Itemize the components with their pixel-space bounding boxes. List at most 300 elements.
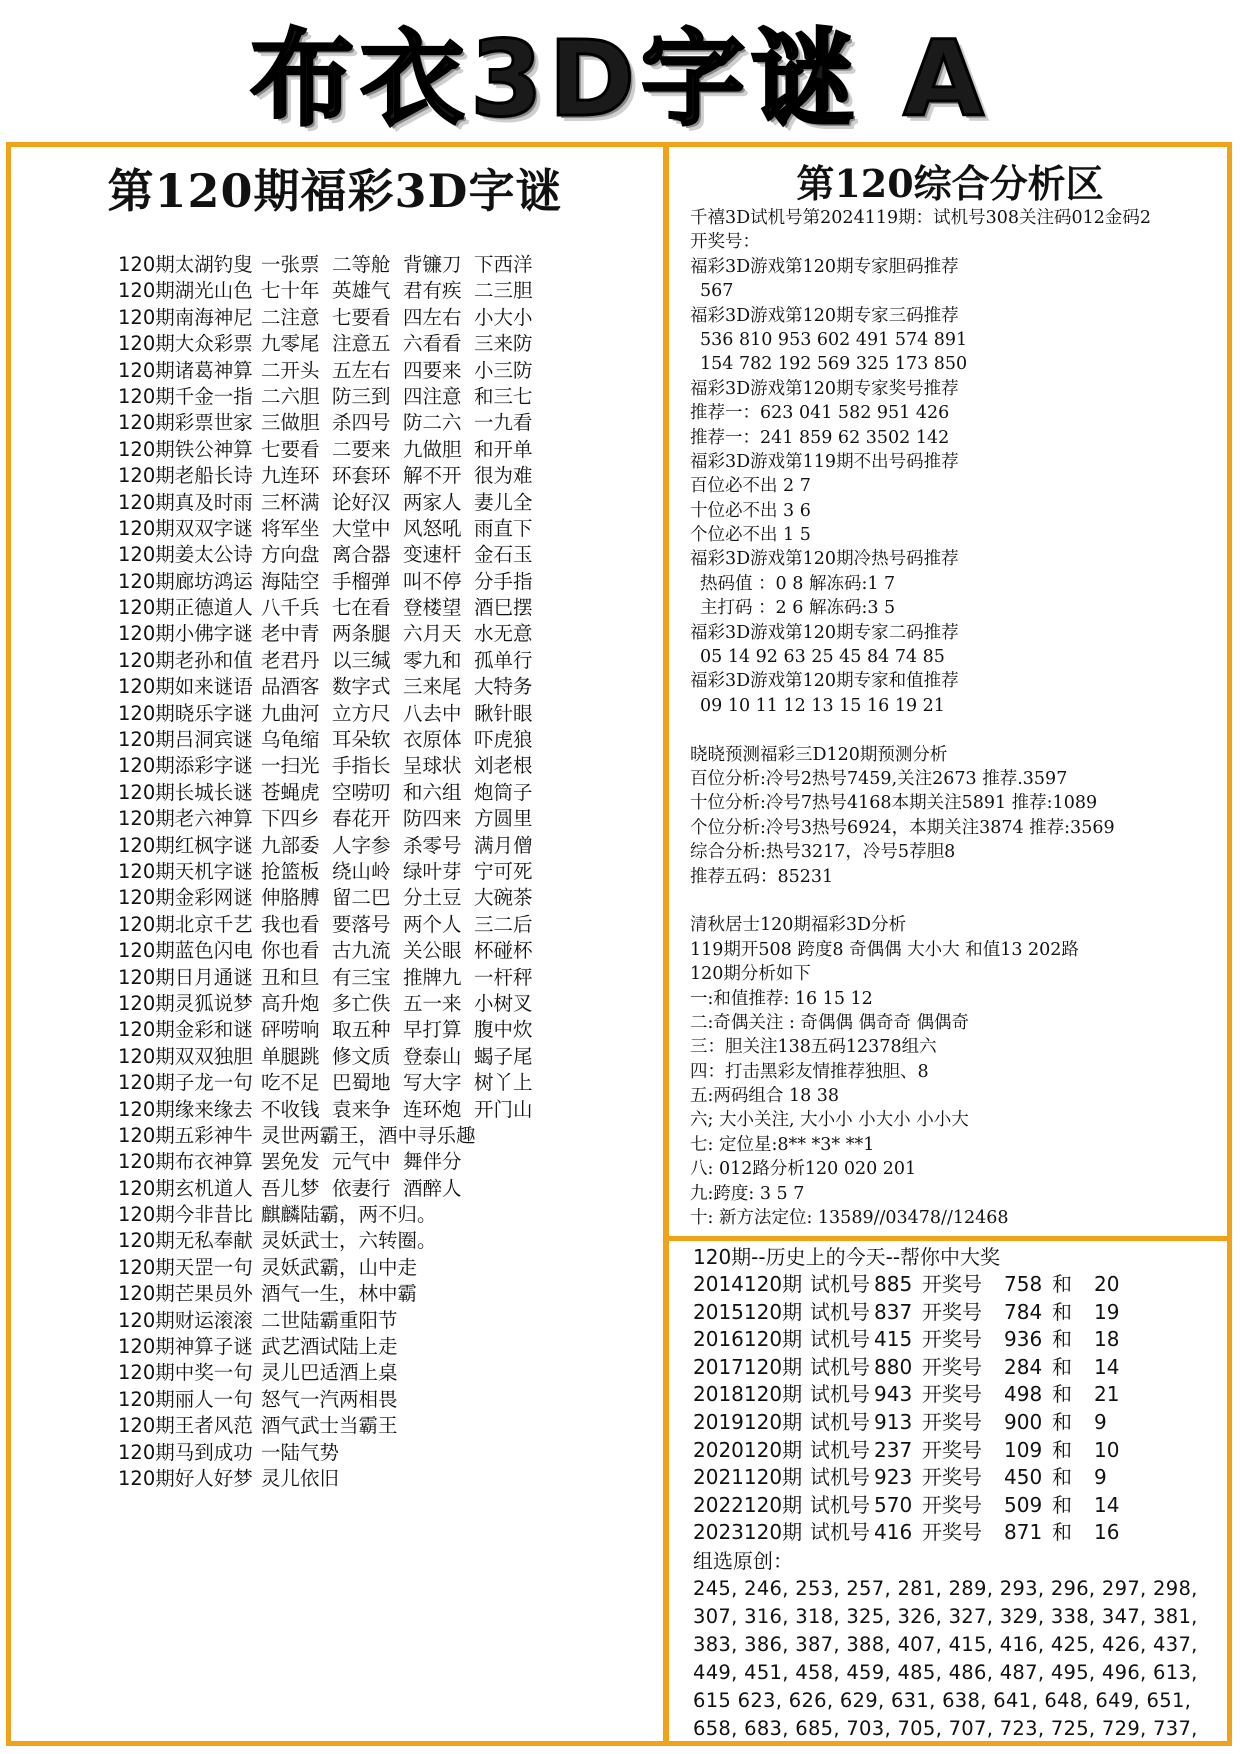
riddle-period: 120期王者风范	[118, 1414, 253, 1438]
analysis-line: 十位分析:冷号7热号4168本期关注5891 推荐:1089	[690, 793, 1098, 814]
riddle-period: 120期太湖钓叟	[118, 253, 253, 276]
riddle-answer: 三做胆	[261, 411, 320, 435]
riddle-period: 120期北京千艺	[118, 912, 253, 936]
analysis-line: 福彩3D游戏第120期冷热号码推荐	[690, 549, 959, 570]
history-title: 120期--历史上的今天--帮你中大奖	[693, 1245, 1001, 1269]
riddle-row	[118, 490, 658, 516]
riddle-answer: 方圆里	[474, 807, 533, 831]
analysis-line: 千禧3D试机号第2024119期：试机号308关注码012金码2	[690, 208, 1152, 228]
riddle-row	[118, 1334, 658, 1360]
analysis-line: 九:跨度: 3 5 7	[690, 1183, 805, 1204]
riddle-answer: 灵儿巴适酒上桌	[261, 1361, 398, 1385]
riddle-period: 120期芒果员外	[118, 1282, 253, 1306]
riddle-period: 120期缘来缘去	[118, 1097, 253, 1121]
analysis-line: 154 782 192 569 325 173 850	[700, 354, 968, 375]
riddle-answer: 二要来	[332, 437, 391, 461]
history-row	[693, 1437, 1228, 1465]
draw-number: 450	[1004, 1465, 1043, 1490]
riddle-answer: 大堂中	[332, 516, 391, 540]
riddle-answer: 老君丹	[261, 648, 320, 672]
combo-line: 615 623, 626, 629, 631, 638, 641, 648, 649, 651,	[693, 1688, 1192, 1712]
riddle-period: 120期天罡一句	[118, 1255, 253, 1279]
riddle-row	[118, 278, 658, 304]
riddle-row	[118, 1308, 658, 1334]
riddle-row	[118, 621, 658, 647]
riddle-answer: 酒气武士当霸王	[261, 1414, 398, 1438]
riddle-answer: 苍蝇虎	[261, 780, 320, 804]
riddle-period: 120期老六神算	[118, 807, 253, 831]
riddle-period: 120期今非昔比	[118, 1203, 253, 1227]
riddle-period: 120期如来谜语	[118, 675, 253, 699]
riddle-answer: 防三到	[332, 384, 391, 408]
riddle-period: 120期灵狐说梦	[118, 991, 253, 1015]
riddle-answer: 酒醉人	[403, 1176, 462, 1200]
combo-line: 658, 683, 685, 703, 705, 707, 723, 725, 729, 737,	[693, 1716, 1198, 1740]
draw-label: 开奖号	[922, 1465, 982, 1490]
riddle-row	[118, 1387, 658, 1413]
riddle-answer: 背镰刀	[403, 253, 462, 276]
riddle-answer: 小树叉	[474, 991, 533, 1015]
riddle-period: 120期南海神尼	[118, 305, 253, 329]
riddle-answer: 二等舱	[332, 253, 391, 276]
riddle-row	[118, 331, 658, 357]
riddle-row	[118, 991, 658, 1017]
riddle-period: 120期双双字谜	[118, 516, 253, 540]
sum-value: 14	[1094, 1492, 1120, 1517]
riddle-row	[118, 1070, 658, 1096]
riddle-answer: 四要来	[403, 358, 462, 382]
analysis-line: 119期开508 跨度8 奇偶偶 大小大 和值13 202路	[690, 939, 1079, 960]
analysis-line: 二:奇偶关注 : 奇偶偶 偶奇奇 偶偶奇	[690, 1012, 970, 1033]
draw-number: 758	[1004, 1272, 1043, 1296]
analysis-list	[690, 206, 1225, 1230]
riddle-answer: 腹中炊	[474, 1018, 533, 1042]
section-divider	[666, 1236, 1232, 1241]
sum-value: 14	[1094, 1354, 1120, 1379]
riddle-row	[118, 833, 658, 859]
riddle-answer: 一陆气势	[261, 1440, 340, 1464]
test-label: 试机号	[810, 1409, 870, 1434]
riddle-period: 120期丽人一句	[118, 1387, 253, 1411]
riddle-section-title: 第120期福彩3D字谜	[107, 164, 563, 218]
riddle-answer: 立方尺	[332, 701, 391, 725]
riddle-answer: 英雄气	[332, 279, 391, 303]
riddle-answer: 解不开	[403, 464, 462, 488]
draw-number: 109	[1004, 1437, 1043, 1462]
history-period: 2017120期	[693, 1354, 803, 1379]
riddle-answer: 二开头	[261, 358, 320, 382]
riddle-answer: 一张票	[261, 253, 320, 276]
draw-label: 开奖号	[922, 1327, 982, 1352]
riddle-answer: 二六胆	[261, 384, 320, 408]
riddle-answer: 树丫上	[474, 1071, 533, 1095]
riddle-answer: 论好汉	[332, 490, 391, 514]
riddle-answer: 离合器	[332, 543, 391, 567]
riddle-row	[118, 1017, 658, 1043]
riddle-answer: 将军坐	[261, 516, 320, 540]
analysis-line: 福彩3D游戏第120期专家胆码推荐	[690, 256, 959, 277]
analysis-line: 八: 012路分析120 020 201	[690, 1159, 917, 1180]
analysis-line: 百位必不出 2 7	[690, 476, 811, 497]
riddle-answer: 修文质	[332, 1044, 391, 1068]
riddle-answer: 古九流	[332, 939, 391, 963]
riddle-answer: 伸胳膊	[261, 886, 320, 910]
history-row	[693, 1271, 1228, 1299]
riddle-answer: 满月僧	[474, 833, 533, 857]
riddle-answer: 人字参	[332, 833, 391, 857]
history-section	[693, 1244, 1228, 1743]
riddle-answer: 两家人	[403, 490, 462, 514]
riddle-row	[118, 1149, 658, 1175]
history-period: 2014120期	[693, 1272, 803, 1296]
history-period: 2015120期	[693, 1299, 803, 1324]
riddle-row	[118, 569, 658, 595]
riddle-row	[118, 885, 658, 911]
draw-label: 开奖号	[922, 1409, 982, 1434]
riddle-answer: 元气中	[332, 1150, 391, 1174]
riddle-period: 120期日月通谜	[118, 965, 253, 989]
riddle-period: 120期蓝色闪电	[118, 939, 253, 963]
draw-label: 开奖号	[922, 1382, 982, 1407]
riddle-period: 120期诸葛神算	[118, 358, 253, 382]
test-number: 837	[874, 1299, 913, 1324]
history-row	[693, 1519, 1228, 1547]
riddle-answer: 五一来	[403, 991, 462, 1015]
riddle-answer: 环套环	[332, 464, 391, 488]
riddle-answer: 分手指	[474, 569, 533, 593]
draw-label: 开奖号	[922, 1520, 982, 1545]
analysis-line: 主打码 ：2 6 解冻码:3 5	[700, 598, 896, 619]
analysis-line: 536 810 953 602 491 574 891	[700, 329, 968, 350]
riddle-answer: 舞伴分	[403, 1150, 462, 1174]
riddle-answer: 酒气一生，林中霸	[261, 1282, 418, 1306]
riddle-period: 120期长城长谜	[118, 780, 253, 804]
riddle-period: 120期玄机道人	[118, 1176, 253, 1200]
riddle-answer: 下西洋	[474, 253, 533, 276]
column-divider	[663, 142, 669, 1746]
analysis-line: 综合分析:热号3217，冷号5荐胆8	[690, 842, 956, 863]
test-label: 试机号	[810, 1382, 870, 1407]
history-row	[693, 1464, 1228, 1492]
riddle-answer: 耳朵软	[332, 728, 391, 752]
riddle-answer: 绿叶芽	[403, 859, 462, 883]
draw-label: 开奖号	[922, 1272, 982, 1296]
riddle-answer: 二世陆霸重阳节	[261, 1308, 398, 1332]
sum-label: 和	[1052, 1299, 1072, 1324]
draw-label: 开奖号	[922, 1492, 982, 1517]
analysis-line: 晓晓预测福彩三D120期预测分析	[690, 744, 948, 765]
combo-title: 组选原创：	[693, 1548, 793, 1573]
riddle-period: 120期晓乐字谜	[118, 701, 253, 725]
riddle-period: 120期五彩神牛	[118, 1123, 253, 1147]
riddle-answer: 丑和旦	[261, 965, 320, 989]
history-row	[693, 1381, 1228, 1409]
riddle-answer: 大碗茶	[474, 886, 533, 910]
riddle-answer: 八去中	[403, 701, 462, 725]
riddle-answer: 吓虎狼	[474, 728, 533, 752]
riddle-answer: 不收钱	[261, 1097, 320, 1121]
riddle-answer: 登泰山	[403, 1044, 462, 1068]
riddle-answer: 取五种	[332, 1018, 391, 1042]
riddle-answer: 杯碰杯	[474, 939, 533, 963]
sum-label: 和	[1052, 1272, 1072, 1296]
riddle-answer: 分土豆	[403, 886, 462, 910]
sum-label: 和	[1052, 1327, 1072, 1352]
riddle-answer: 六看看	[403, 332, 462, 356]
riddle-row	[118, 305, 658, 331]
riddle-answer: 早打算	[403, 1018, 462, 1042]
riddle-row	[118, 1097, 658, 1123]
history-row	[693, 1409, 1228, 1437]
riddle-period: 120期布衣神算	[118, 1150, 253, 1174]
analysis-line: 福彩3D游戏第120期专家和值推荐	[690, 671, 959, 692]
sum-label: 和	[1052, 1354, 1072, 1379]
riddle-answer: 吃不足	[261, 1071, 320, 1095]
riddle-row	[118, 1360, 658, 1386]
riddle-answer: 多亡佚	[332, 991, 391, 1015]
riddle-period: 120期千金一指	[118, 384, 253, 408]
sum-value: 19	[1094, 1299, 1120, 1324]
riddle-answer: 和六组	[403, 780, 462, 804]
test-label: 试机号	[810, 1437, 870, 1462]
test-number: 237	[874, 1437, 913, 1462]
riddle-row	[118, 727, 658, 753]
riddle-answer: 灵妖武霸，山中走	[261, 1255, 418, 1279]
riddle-row	[118, 648, 658, 674]
riddle-answer: 两个人	[403, 912, 462, 936]
riddle-answer: 三来尾	[403, 675, 462, 699]
riddle-period: 120期添彩字谜	[118, 754, 253, 778]
analysis-line: 七: 定位星:8** *3* **1	[690, 1134, 875, 1155]
history-table	[693, 1271, 1228, 1547]
sum-value: 18	[1094, 1327, 1120, 1352]
riddle-answer: 七十年	[261, 279, 320, 303]
riddle-answer: 你也看	[261, 939, 320, 963]
riddle-row	[118, 859, 658, 885]
riddle-answer: 二注意	[261, 305, 320, 329]
history-period: 2022120期	[693, 1492, 803, 1517]
test-number: 913	[874, 1409, 913, 1434]
analysis-line: 三：胆关注138五码12378组六	[690, 1037, 937, 1058]
combo-line: 307, 316, 318, 325, 326, 327, 329, 338, 347, 381,	[693, 1604, 1198, 1628]
riddle-period: 120期彩票世家	[118, 411, 253, 435]
riddle-answer: 麒麟陆霸，两不归。	[261, 1203, 437, 1227]
riddle-row	[118, 1440, 658, 1466]
sum-label: 和	[1052, 1465, 1072, 1490]
riddle-answer: 雨直下	[474, 516, 533, 540]
riddle-answer: 单腿跳	[261, 1044, 320, 1068]
riddle-answer: 君有疾	[403, 279, 462, 303]
history-period: 2019120期	[693, 1409, 803, 1434]
riddle-answer: 下四乡	[261, 807, 320, 831]
riddle-row	[118, 252, 658, 278]
draw-number: 871	[1004, 1520, 1043, 1545]
sum-label: 和	[1052, 1382, 1072, 1407]
riddle-answer: 绕山岭	[332, 859, 391, 883]
riddle-answer: 高升炮	[261, 991, 320, 1015]
riddle-answer: 呈球状	[403, 754, 462, 778]
draw-number: 509	[1004, 1492, 1043, 1517]
riddle-answer: 连环炮	[403, 1097, 462, 1121]
riddle-answer: 关公眼	[403, 939, 462, 963]
test-number: 885	[874, 1272, 913, 1296]
riddle-answer: 灵妖武士，六转圈。	[261, 1229, 437, 1253]
sum-value: 10	[1094, 1437, 1120, 1462]
sum-value: 20	[1094, 1272, 1120, 1296]
riddle-answer: 宁可死	[474, 859, 533, 883]
history-period: 2021120期	[693, 1465, 803, 1490]
history-row	[693, 1326, 1228, 1354]
banner	[0, 0, 1240, 140]
riddle-answer: 七要看	[261, 437, 320, 461]
analysis-line: 开奖号：	[690, 232, 760, 253]
riddle-answer: 手指长	[332, 754, 391, 778]
riddle-row	[118, 358, 658, 384]
riddle-row	[118, 780, 658, 806]
riddle-period: 120期吕洞宾谜	[118, 728, 253, 752]
riddle-period: 120期湖光山色	[118, 279, 253, 303]
riddle-answer: 九做胆	[403, 437, 462, 461]
riddle-answer: 水无意	[474, 622, 533, 646]
riddle-answer: 七在看	[332, 596, 391, 620]
riddle-period: 120期铁公神算	[118, 437, 253, 461]
riddle-answer: 登楼望	[403, 596, 462, 620]
draw-number: 936	[1004, 1327, 1043, 1352]
riddle-answer: 留二巴	[332, 886, 391, 910]
analysis-line: 120期分析如下	[690, 964, 811, 985]
riddle-answer: 小大小	[474, 305, 533, 329]
riddle-period: 120期小佛字谜	[118, 622, 253, 646]
combo-line: 245, 246, 253, 257, 281, 289, 293, 296, 297, 298,	[693, 1576, 1198, 1600]
riddle-period: 120期双双独胆	[118, 1044, 253, 1068]
riddle-row	[118, 701, 658, 727]
riddle-answer: 和三七	[474, 384, 533, 408]
riddle-period: 120期姜太公诗	[118, 543, 253, 567]
draw-label: 开奖号	[922, 1299, 982, 1324]
test-label: 试机号	[810, 1272, 870, 1296]
riddle-answer: 以三缄	[332, 648, 391, 672]
riddle-answer: 开门山	[474, 1097, 533, 1121]
riddle-answer: 三来防	[474, 332, 533, 356]
riddle-list	[118, 252, 658, 1492]
draw-number: 498	[1004, 1382, 1043, 1407]
riddle-answer: 瞅针眼	[474, 701, 533, 725]
riddle-row	[118, 1228, 658, 1254]
riddle-row	[118, 1176, 658, 1202]
analysis-line: 四：打击黑彩友情推荐独胆、8	[690, 1061, 929, 1082]
analysis-line: 十位必不出 3 6	[690, 500, 811, 521]
riddle-period: 120期红枫字谜	[118, 833, 253, 857]
draw-number: 284	[1004, 1354, 1043, 1379]
riddle-period: 120期金彩网谜	[118, 886, 253, 910]
riddle-answer: 罢免发	[261, 1150, 320, 1174]
combo-list	[693, 1575, 1228, 1743]
riddle-answer: 防四来	[403, 807, 462, 831]
riddle-row	[118, 1281, 658, 1307]
draw-number: 900	[1004, 1409, 1043, 1434]
sum-label: 和	[1052, 1520, 1072, 1545]
riddle-answer: 手榴弹	[332, 569, 391, 593]
analysis-line: 十: 新方法定位: 13589//03478//12468	[690, 1208, 1009, 1229]
draw-label: 开奖号	[922, 1354, 982, 1379]
riddle-period: 120期中奖一句	[118, 1361, 253, 1385]
riddle-answer: 怒气一汽两相畏	[261, 1387, 398, 1411]
sum-label: 和	[1052, 1409, 1072, 1434]
test-label: 试机号	[810, 1520, 870, 1545]
riddle-answer: 小三防	[474, 358, 533, 382]
test-number: 570	[874, 1492, 913, 1517]
analysis-line: 个位必不出 1 5	[690, 525, 811, 546]
riddle-period: 120期好人好梦	[118, 1466, 253, 1490]
riddle-answer: 金石玉	[474, 543, 533, 567]
riddle-period: 120期天机字谜	[118, 859, 253, 883]
riddle-answer: 一扫光	[261, 754, 320, 778]
riddle-answer: 海陆空	[261, 569, 320, 593]
analysis-line	[690, 889, 1225, 913]
riddle-row	[118, 542, 658, 568]
riddle-row	[118, 806, 658, 832]
riddle-row	[118, 753, 658, 779]
riddle-row	[118, 1123, 658, 1149]
test-label: 试机号	[810, 1327, 870, 1352]
riddle-answer: 零九和	[403, 648, 462, 672]
riddle-answer: 和开单	[474, 437, 533, 461]
riddle-answer: 抢篮板	[261, 859, 320, 883]
riddle-row	[118, 674, 658, 700]
riddle-answer: 七要看	[332, 305, 391, 329]
riddle-answer: 两条腿	[332, 622, 391, 646]
riddle-answer: 空唠叨	[332, 780, 391, 804]
riddle-answer: 变速杆	[403, 543, 462, 567]
riddle-answer: 一杆秤	[474, 965, 533, 989]
riddle-answer: 方向盘	[261, 543, 320, 567]
history-period: 2023120期	[693, 1520, 803, 1545]
riddle-answer: 防二六	[403, 411, 462, 435]
draw-label: 开奖号	[922, 1437, 982, 1462]
riddle-period: 120期大众彩票	[118, 332, 253, 356]
test-label: 试机号	[810, 1465, 870, 1490]
history-period: 2020120期	[693, 1437, 803, 1462]
riddle-answer: 九部委	[261, 833, 320, 857]
analysis-line: 福彩3D游戏第120期专家三码推荐	[690, 305, 959, 326]
combo-line: 383, 386, 387, 388, 407, 415, 416, 425, 426, 437,	[693, 1632, 1198, 1656]
riddle-answer: 老中青	[261, 622, 320, 646]
analysis-line: 福彩3D游戏第120期专家二码推荐	[690, 622, 959, 643]
sum-label: 和	[1052, 1492, 1072, 1517]
riddle-answer: 六月天	[403, 622, 462, 646]
test-number: 880	[874, 1354, 913, 1379]
riddle-row	[118, 463, 658, 489]
riddle-period: 120期廊坊鸿运	[118, 569, 253, 593]
sum-value: 21	[1094, 1382, 1120, 1407]
riddle-answer: 要落号	[332, 912, 391, 936]
test-number: 415	[874, 1327, 913, 1352]
riddle-row	[118, 384, 658, 410]
riddle-answer: 三杯满	[261, 490, 320, 514]
test-number: 416	[874, 1520, 913, 1545]
riddle-answer: 武艺酒试陆上走	[261, 1335, 398, 1359]
test-number: 923	[874, 1465, 913, 1490]
analysis-line	[690, 718, 1225, 742]
history-row	[693, 1492, 1228, 1520]
riddle-answer: 依妻行	[332, 1176, 391, 1200]
riddle-answer: 乌龟缩	[261, 728, 320, 752]
sum-value: 9	[1094, 1465, 1107, 1490]
riddle-answer: 有三宝	[332, 965, 391, 989]
analysis-line: 六; 大小关注, 大小小 小大小 小小大	[690, 1110, 969, 1131]
riddle-row	[118, 1044, 658, 1070]
riddle-answer: 写大字	[403, 1071, 462, 1095]
